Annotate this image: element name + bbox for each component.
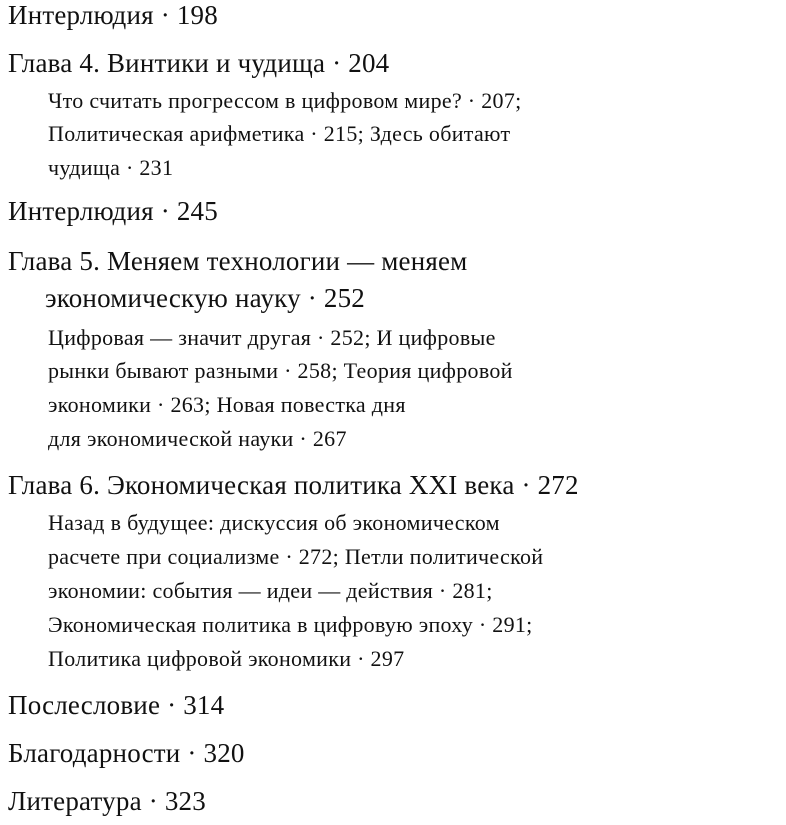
toc-subentry: Цифровая — значит другая · 252; И цифровые bbox=[48, 325, 496, 350]
toc-subentry: чудища · 231 bbox=[48, 155, 174, 180]
toc-entry-acknowledgements: Благодарности · 320 bbox=[8, 738, 245, 768]
toc-subentry: экономии: события — идеи — действия · 281; bbox=[48, 578, 493, 603]
toc-entry-chapter-4-title: Глава 4. Винтики и чудища · 204 bbox=[8, 48, 390, 78]
toc-subentry: Назад в будущее: дискуссия об экономическом bbox=[48, 510, 500, 535]
toc-subentry: для экономической науки · 267 bbox=[48, 426, 347, 451]
toc-entry-chapter-5-title: Глава 5. Меняем технологии — меняем bbox=[8, 246, 468, 276]
toc-entry-interlude-198: Интерлюдия · 198 bbox=[8, 0, 218, 30]
toc-entry-chapter-6-title: Глава 6. Экономическая политика XXI века · 272 bbox=[8, 470, 579, 500]
toc-subentry: Политика цифровой экономики · 297 bbox=[48, 646, 405, 671]
toc-entry-interlude-245: Интерлюдия · 245 bbox=[8, 196, 218, 226]
toc-subentry: Что считать прогрессом в цифровом мире? · 207; bbox=[48, 88, 522, 113]
toc-subentry: рынки бывают разными · 258; Теория цифровой bbox=[48, 358, 513, 383]
toc-entry-literature: Литература · 323 bbox=[8, 786, 206, 816]
toc-subentry: Экономическая политика в цифровую эпоху · 291; bbox=[48, 612, 533, 637]
toc-entry-afterword: Послесловие · 314 bbox=[8, 690, 225, 720]
toc-subentry: экономики · 263; Новая повестка дня bbox=[48, 392, 406, 417]
toc-subentry: Политическая арифметика · 215; Здесь обитают bbox=[48, 121, 511, 146]
toc-subentry: расчете при социализме · 272; Петли политической bbox=[48, 544, 544, 569]
toc-entry-chapter-5-title-cont: экономическую науку · 252 bbox=[45, 283, 365, 313]
